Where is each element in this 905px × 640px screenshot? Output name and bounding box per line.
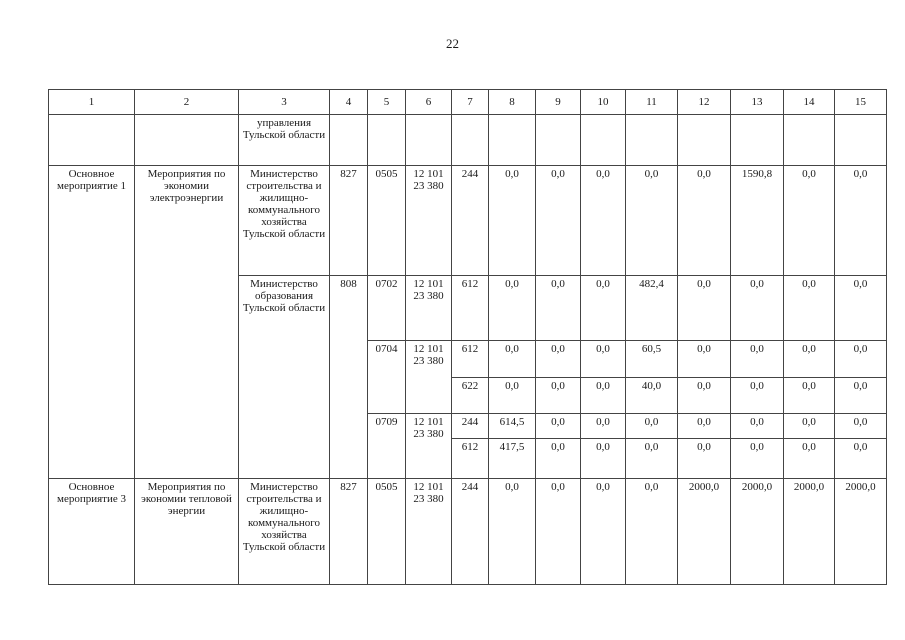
value-cell: 0,0 xyxy=(581,378,626,414)
header-cell: 6 xyxy=(406,90,452,115)
header-cell: 3 xyxy=(239,90,330,115)
value-cell: 482,4 xyxy=(626,276,678,341)
value-cell: 0,0 xyxy=(581,439,626,479)
header-cell: 5 xyxy=(368,90,406,115)
value-cell: 0,0 xyxy=(489,276,536,341)
table-cell xyxy=(835,115,887,166)
value-cell: 0,0 xyxy=(489,166,536,276)
executor-cell: Министерство строительства и жилищно-коммунального хозяйства Тульской области xyxy=(239,166,330,276)
value-cell: 2000,0 xyxy=(678,479,731,585)
grbs-cell: 827 xyxy=(330,166,368,276)
table-cell xyxy=(406,115,452,166)
header-cell: 10 xyxy=(581,90,626,115)
value-cell: 0,0 xyxy=(835,276,887,341)
rzpr-cell: 0702 xyxy=(368,276,406,341)
value-cell: 0,0 xyxy=(835,166,887,276)
value-cell: 0,0 xyxy=(626,166,678,276)
value-cell: 0,0 xyxy=(678,341,731,378)
value-cell: 0,0 xyxy=(835,439,887,479)
csr-cell: 12 101 23 380 xyxy=(406,166,452,276)
value-cell: 0,0 xyxy=(731,439,784,479)
header-cell: 1 xyxy=(49,90,135,115)
value-cell: 0,0 xyxy=(536,439,581,479)
executor-cell: Министерство образования Тульской области xyxy=(239,276,330,479)
grbs-cell: 808 xyxy=(330,276,368,479)
vr-cell: 622 xyxy=(452,378,489,414)
csr-cell: 12 101 23 380 xyxy=(406,479,452,585)
value-cell: 0,0 xyxy=(784,166,835,276)
vr-cell: 244 xyxy=(452,414,489,439)
value-cell: 0,0 xyxy=(536,378,581,414)
measure-name-cell: Основное мероприятие 3 xyxy=(49,479,135,585)
value-cell: 614,5 xyxy=(489,414,536,439)
value-cell: 0,0 xyxy=(678,414,731,439)
value-cell: 0,0 xyxy=(536,479,581,585)
value-cell: 0,0 xyxy=(489,341,536,378)
value-cell: 2000,0 xyxy=(784,479,835,585)
csr-cell: 12 101 23 380 xyxy=(406,341,452,414)
value-cell: 1590,8 xyxy=(731,166,784,276)
value-cell: 0,0 xyxy=(784,378,835,414)
value-cell: 0,0 xyxy=(678,276,731,341)
value-cell: 0,0 xyxy=(536,166,581,276)
value-cell: 0,0 xyxy=(784,414,835,439)
executor-cell: Министерство строительства и жилищно-коммунального хозяйства Тульской области xyxy=(239,479,330,585)
table-cell xyxy=(368,115,406,166)
header-cell: 14 xyxy=(784,90,835,115)
value-cell: 0,0 xyxy=(626,479,678,585)
value-cell: 0,0 xyxy=(536,276,581,341)
vr-cell: 244 xyxy=(452,479,489,585)
measure-name-cell: Основное мероприятие 1 xyxy=(49,166,135,479)
table-cell xyxy=(330,115,368,166)
value-cell: 417,5 xyxy=(489,439,536,479)
value-cell: 0,0 xyxy=(626,439,678,479)
value-cell: 0,0 xyxy=(784,276,835,341)
value-cell: 0,0 xyxy=(581,276,626,341)
table-cell xyxy=(678,115,731,166)
budget-table xyxy=(48,89,887,585)
rzpr-cell: 0704 xyxy=(368,341,406,414)
value-cell: 0,0 xyxy=(835,378,887,414)
header-cell: 9 xyxy=(536,90,581,115)
table-cell xyxy=(489,115,536,166)
value-cell: 60,5 xyxy=(626,341,678,378)
rzpr-cell: 0505 xyxy=(368,479,406,585)
header-cell: 7 xyxy=(452,90,489,115)
value-cell: 0,0 xyxy=(581,479,626,585)
value-cell: 0,0 xyxy=(489,479,536,585)
value-cell: 0,0 xyxy=(581,414,626,439)
value-cell: 2000,0 xyxy=(731,479,784,585)
table-cell xyxy=(581,115,626,166)
value-cell: 0,0 xyxy=(784,439,835,479)
rzpr-cell: 0505 xyxy=(368,166,406,276)
value-cell: 0,0 xyxy=(731,341,784,378)
value-cell: 0,0 xyxy=(581,166,626,276)
executor-cell: управления Тульской области xyxy=(239,115,330,166)
vr-cell: 612 xyxy=(452,439,489,479)
header-cell: 4 xyxy=(330,90,368,115)
table-cell xyxy=(784,115,835,166)
value-cell: 0,0 xyxy=(835,414,887,439)
csr-cell: 12 101 23 380 xyxy=(406,414,452,479)
measure-title-cell: Мероприятия по экономии электроэнергии xyxy=(135,166,239,479)
table-cell xyxy=(135,115,239,166)
csr-cell: 12 101 23 380 xyxy=(406,276,452,341)
value-cell: 0,0 xyxy=(678,378,731,414)
vr-cell: 612 xyxy=(452,341,489,378)
header-cell: 11 xyxy=(626,90,678,115)
value-cell: 0,0 xyxy=(489,378,536,414)
value-cell: 0,0 xyxy=(731,414,784,439)
vr-cell: 244 xyxy=(452,166,489,276)
table-cell xyxy=(536,115,581,166)
value-cell: 0,0 xyxy=(835,341,887,378)
page-number: 22 xyxy=(446,36,459,51)
value-cell: 0,0 xyxy=(678,439,731,479)
grbs-cell: 827 xyxy=(330,479,368,585)
table-cell xyxy=(49,115,135,166)
vr-cell: 612 xyxy=(452,276,489,341)
value-cell: 0,0 xyxy=(784,341,835,378)
value-cell: 0,0 xyxy=(536,414,581,439)
value-cell: 0,0 xyxy=(731,276,784,341)
table-cell xyxy=(626,115,678,166)
table-row xyxy=(49,479,887,585)
value-cell: 2000,0 xyxy=(835,479,887,585)
header-cell: 8 xyxy=(489,90,536,115)
value-cell: 0,0 xyxy=(678,166,731,276)
header-cell: 12 xyxy=(678,90,731,115)
table-cell xyxy=(731,115,784,166)
value-cell: 0,0 xyxy=(581,341,626,378)
header-cell: 13 xyxy=(731,90,784,115)
value-cell: 0,0 xyxy=(626,414,678,439)
value-cell: 0,0 xyxy=(536,341,581,378)
measure-title-cell: Мероприятия по экономии тепловой энергии xyxy=(135,479,239,585)
table-cell xyxy=(452,115,489,166)
table-row xyxy=(49,115,887,166)
header-row xyxy=(49,90,887,115)
value-cell: 0,0 xyxy=(731,378,784,414)
rzpr-cell: 0709 xyxy=(368,414,406,479)
header-cell: 15 xyxy=(835,90,887,115)
header-cell: 2 xyxy=(135,90,239,115)
table-row xyxy=(49,166,887,276)
value-cell: 40,0 xyxy=(626,378,678,414)
